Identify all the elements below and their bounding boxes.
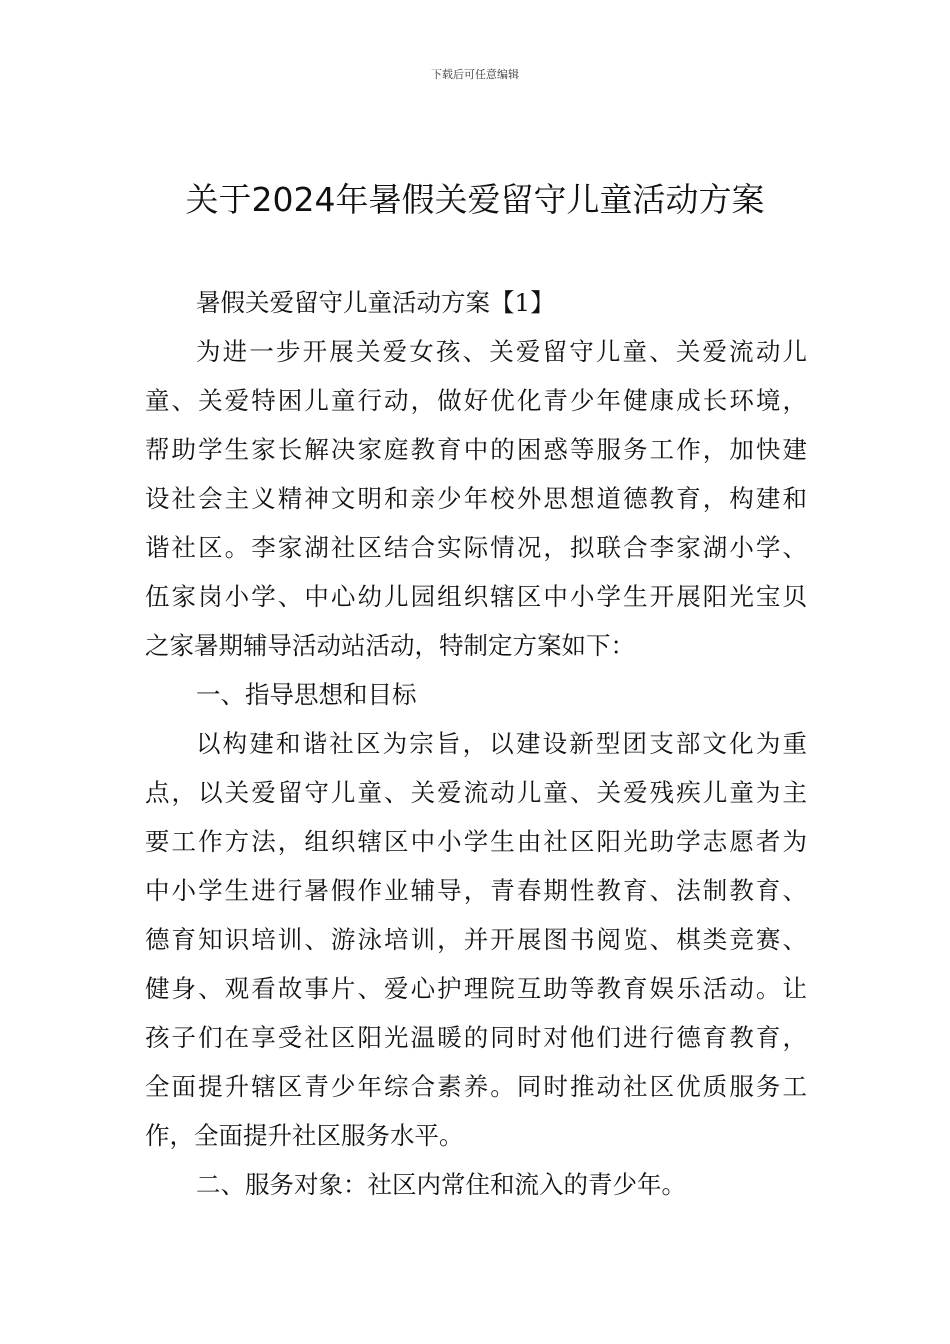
body-line: 伍家岗小学、中心幼儿园组织辖区中小学生开展阳光宝贝 xyxy=(145,582,807,611)
body-line: 点，以关爱留守儿童、关爱流动儿童、关爱残疾儿童为主 xyxy=(145,778,807,807)
body-line: 全面提升辖区青少年综合素养。同时推动社区优质服务工 xyxy=(145,1072,807,1101)
body-line: 作，全面提升社区服务水平。 xyxy=(145,1121,464,1150)
body-line: 健身、观看故事片、爱心护理院互助等教育娱乐活动。让 xyxy=(145,974,807,1003)
body-line: 以构建和谐社区为宗旨，以建设新型团支部文化为重 xyxy=(196,729,807,758)
body-line: 童、关爱特困儿童行动，做好优化青少年健康成长环境， xyxy=(145,386,807,415)
body-line: 一、指导思想和目标 xyxy=(196,680,417,709)
body-line: 谐社区。李家湖社区结合实际情况，拟联合李家湖小学、 xyxy=(145,533,807,562)
body-line: 孩子们在享受社区阳光温暖的同时对他们进行德育教育， xyxy=(145,1023,807,1052)
body-line: 德育知识培训、游泳培训，并开展图书阅览、棋类竞赛、 xyxy=(145,925,807,954)
body-line: 要工作方法，组织辖区中小学生由社区阳光助学志愿者为 xyxy=(145,827,807,856)
header-note: 下载后可任意编辑 xyxy=(431,68,519,81)
body-line: 帮助学生家长解决家庭教育中的困惑等服务工作，加快建 xyxy=(145,435,807,464)
body-line: 为进一步开展关爱女孩、关爱留守儿童、关爱流动儿 xyxy=(196,337,807,366)
document-title: 关于2024年暑假关爱留守儿童活动方案 xyxy=(185,180,765,219)
body-line: 二、服务对象：社区内常住和流入的青少年。 xyxy=(196,1170,686,1199)
body-line: 暑假关爱留守儿童活动方案【1】 xyxy=(196,288,555,317)
body-line: 中小学生进行暑假作业辅导，青春期性教育、法制教育、 xyxy=(145,876,807,905)
body-line: 设社会主义精神文明和亲少年校外思想道德教育，构建和 xyxy=(145,484,807,513)
document-body xyxy=(145,278,807,1209)
body-line: 之家暑期辅导活动站活动，特制定方案如下： xyxy=(145,631,635,660)
